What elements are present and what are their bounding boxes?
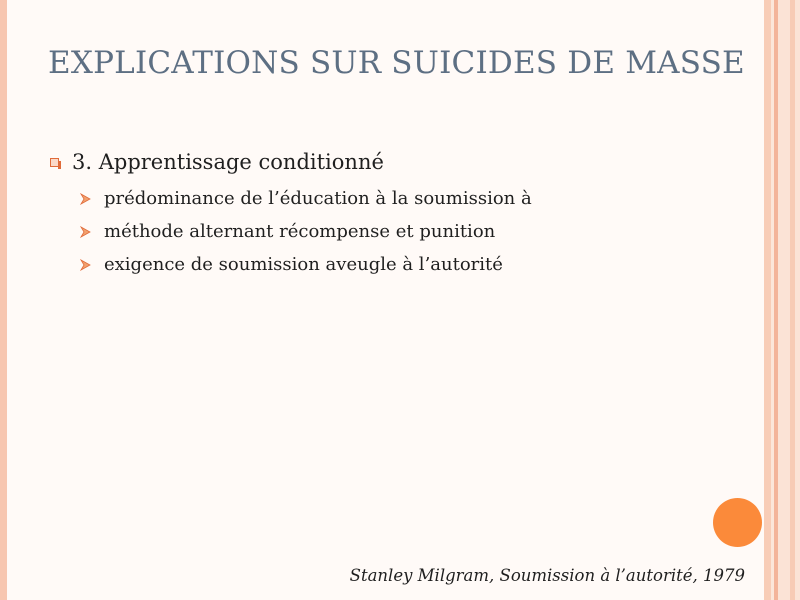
arrow-bullet-icon — [80, 259, 91, 271]
slide-title: EXPLICATIONS SUR SUICIDES DE MASSE — [48, 45, 745, 81]
sub-bullet-text: prédominance de l’éducation à la soumission à — [104, 188, 532, 209]
square-bullet-icon — [50, 158, 59, 167]
arrow-bullet-icon — [80, 193, 91, 205]
right-decorative-band — [790, 0, 795, 600]
sub-bullet-text: méthode alternant récompense et punition — [104, 221, 496, 242]
left-decorative-stripe — [0, 0, 7, 600]
citation: Stanley Milgram, Soumission à l’autorité, 1979 — [349, 566, 745, 585]
bullet-text: 3. Apprentissage conditionné — [72, 150, 384, 174]
right-decorative-band — [778, 0, 800, 600]
arrow-bullet-icon — [80, 226, 91, 238]
sub-bullet-text: exigence de soumission aveugle à l’autorité — [104, 254, 503, 275]
right-decorative-band — [764, 0, 771, 600]
decorative-orange-circle — [713, 498, 762, 547]
